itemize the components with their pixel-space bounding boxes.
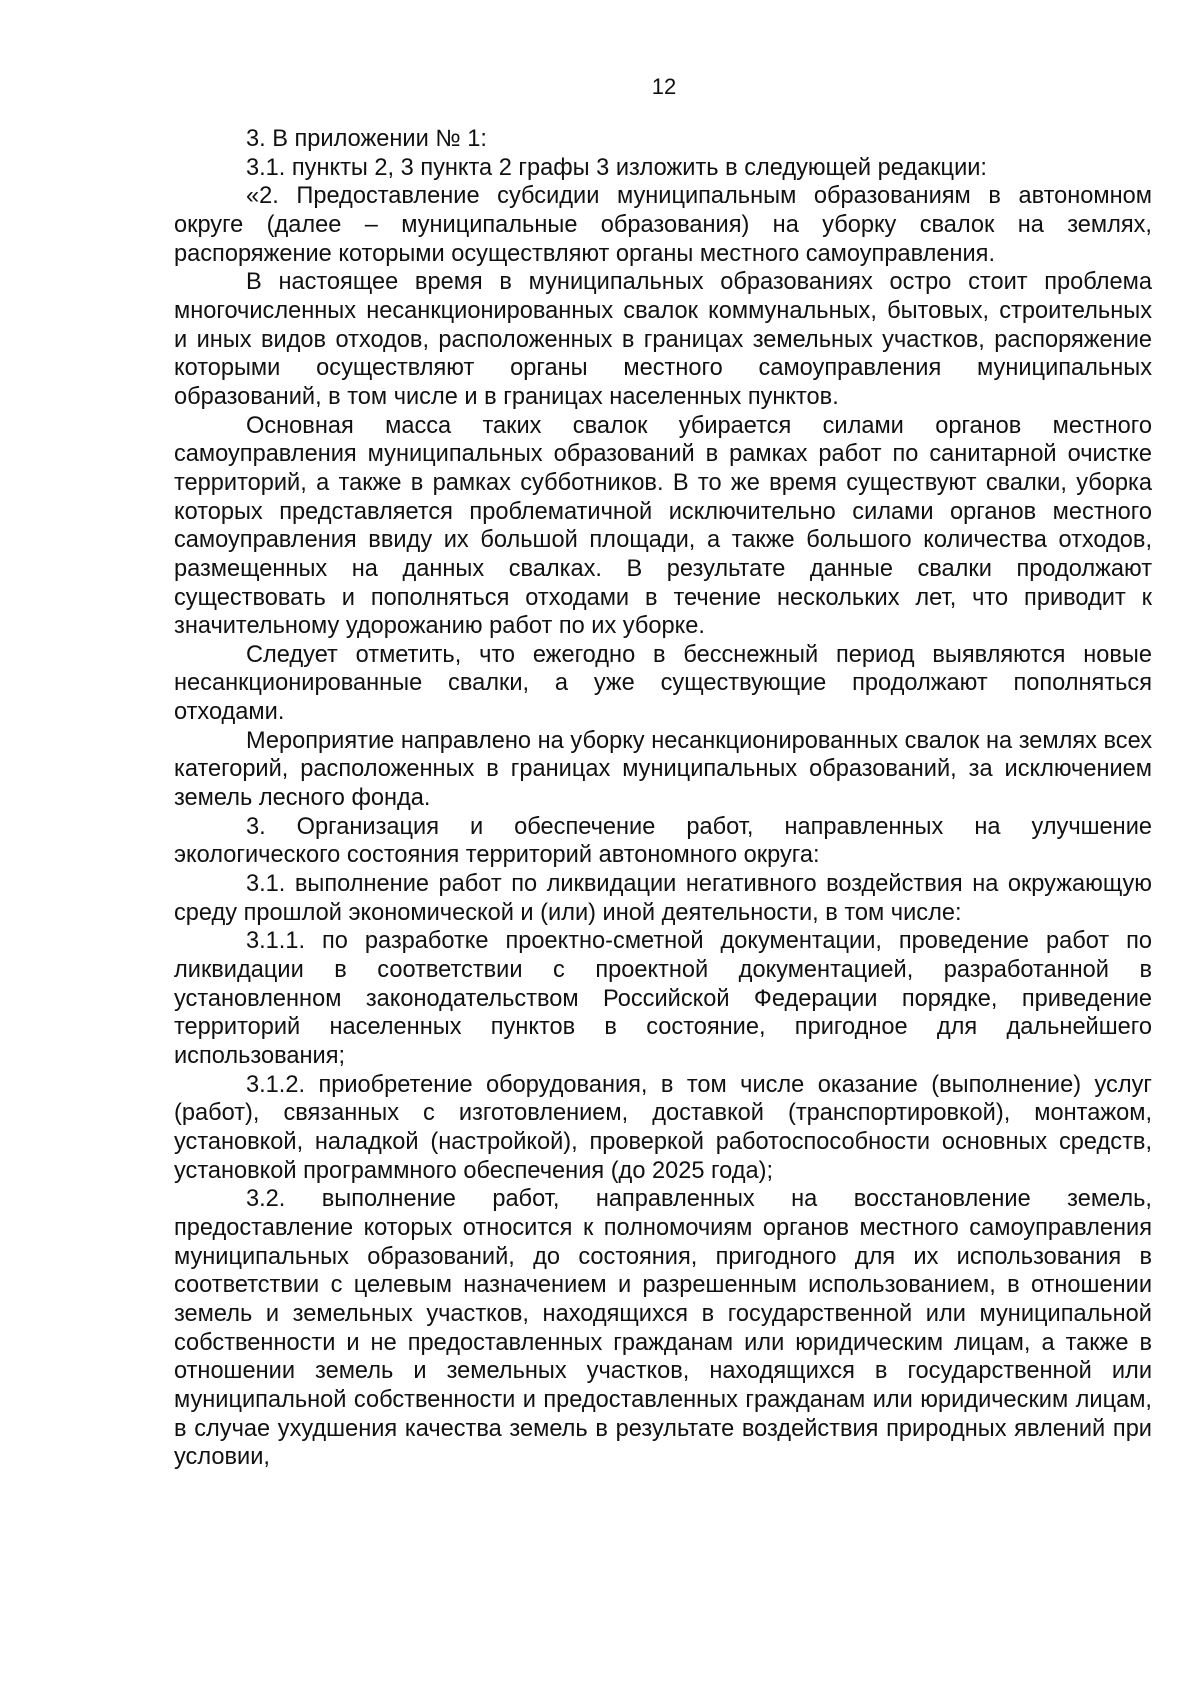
paragraph-measure-scope: Мероприятие направлено на уборку несанкционированных свалок на землях всех категорий, расположенных в границах муниципальных образований, за исключением земель лесного фонда. — [174, 727, 1152, 812]
paragraph-item-3-2: 3.2. выполнение работ, направленных на восстановление земель, предоставление которых относится к полномочиям органов местного самоуправления муниципальных образований, до состояния, пригодного для их использования в соответствии с целевым назначением и разрешенным использованием, в отношении земель и земельных участков, находящихся в государственной или муниципальной собственности и не предоставленных гражданам или юридическим лицам, а также в отношении земель и земельных участков, находящихся в государственной или муниципальной собственности и предоставленных гражданам или юридическим лицам, в случае ухудшения качества земель в результате воздействия природных явлений при условии, — [174, 1186, 1152, 1471]
paragraph-cleanup: Основная масса таких свалок убирается силами органов местного самоуправления муниципальных образований в рамках работ по санитарной очистке территорий, а также в рамках субботников. В то же время существуют свалки, уборка которых представляется проблематичной исключительно силами органов местного самоуправления ввиду их большой площади, а также большого количества отходов, размещенных на данных свалках. В результате данные свалки продолжают существовать и пополняться отходами в течение нескольких лет, что приводит к значительному удорожанию работ по их уборке. — [174, 412, 1152, 640]
paragraph-item-3: 3. Организация и обеспечение работ, направленных на улучшение экологического состояния территорий автономного округа: — [174, 813, 1152, 869]
page-number: 12 — [651, 74, 677, 99]
paragraph-subsidy: «2. Предоставление субсидии муниципальным образованиям в автономном округе (далее – муниципальные образования) на уборку свалок на землях, распоряжение которыми осуществляют органы местного самоуправления. — [174, 183, 1152, 267]
paragraph-item-3-1-1: 3.1.1. по разработке проектно-сметной документации, проведение работ по ликвидации в соответствии с проектной документацией, разработанной в установленном законодательством Российской Федерации порядке, приведение территорий населенных пунктов в состояние, пригодное для дальнейшего использования; — [174, 928, 1152, 1069]
paragraph-item-3-1-2: 3.1.2. приобретение оборудования, в том числе оказание (выполнение) услуг (работ), связанных с изготовлением, доставкой (транспортировкой), монтажом, установкой, наладкой (настройкой), проверкой работоспособности основных средств, установкой программного обеспечения (до 2025 года); — [174, 1071, 1152, 1184]
document-body — [174, 125, 1152, 1472]
paragraph-appendix-heading: 3. В приложении № 1: — [246, 126, 487, 152]
paragraph-item-3-1-works: 3.1. выполнение работ по ликвидации негативного воздействия на окружающую среду прошлой экономической и (или) иной деятельности, в том числе: — [174, 871, 1152, 926]
paragraph-item-3-1: 3.1. пункты 2, 3 пункта 2 графы 3 изложить в следующей редакции: — [246, 154, 987, 181]
paragraph-annual-detection: Следует отметить, что ежегодно в бесснежный период выявляются новые несанкционированные свалки, а уже существующие продолжают пополняться отходами. — [174, 641, 1152, 726]
paragraph-problem: В настоящее время в муниципальных образованиях остро стоит проблема многочисленных несанкционированных свалок коммунальных, бытовых, строительных и иных видов отходов, расположенных в границах земельных участков, распоряжение которыми осуществляют органы местного самоуправления муниципальных образований, в том числе и в границах населенных пунктов. — [174, 269, 1152, 410]
